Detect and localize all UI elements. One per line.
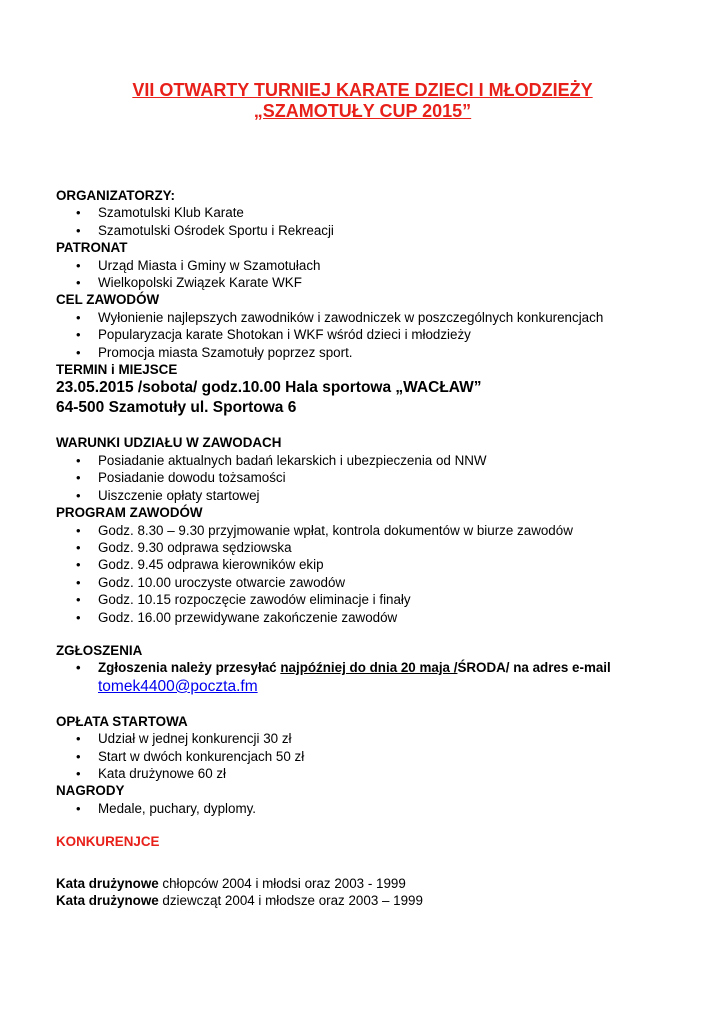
title-line-2: „SZAMOTUŁY CUP 2015” (253, 101, 472, 121)
fee-heading: OPŁATA STARTOWA (56, 713, 188, 729)
competition-type: Kata drużynowe (56, 893, 159, 908)
registration-text-a: Zgłoszenia należy przesyłać (98, 660, 281, 676)
list-item: • Posiadanie aktualnych badań lekarskich i ubezpieczenia od NNW (56, 452, 696, 469)
list-item: • Szamotulski Ośrodek Sportu i Rekreacji (56, 222, 696, 239)
organizers-heading: ORGANIZATORZY: (56, 188, 176, 203)
list-item: • Godz. 9.45 odprawa kierowników ekip (56, 556, 696, 573)
goal-list (56, 309, 696, 361)
list-item: • Godz. 10.00 uroczyste otwarcie zawodów (56, 574, 696, 591)
list-item: • Popularyzacja karate Shotokan i WKF wśród dzieci i młodzieży (56, 326, 696, 343)
list-item: • Wielkopolski Związek Karate WKF (56, 274, 696, 291)
registration-heading: ZGŁOSZENIA (56, 642, 143, 658)
list-item: • Godz. 16.00 przewidywane zakończenie zawodów (56, 609, 696, 626)
registration-deadline: najpóźniej do dnia 20 maja / (280, 660, 458, 676)
list-item: • Start w dwóch konkurencjach 50 zł (56, 748, 696, 765)
list-item: • Godz. 8.30 – 9.30 przyjmowanie wpłat, kontrola dokumentów w biurze zawodów (56, 522, 696, 539)
competitions-heading: KONKURENJCE (56, 834, 160, 850)
competition-row (56, 875, 696, 892)
conditions-heading: WARUNKI UDZIAŁU W ZAWODACH (56, 435, 282, 451)
competition-desc: dziewcząt 2004 i młodsze oraz 2003 – 1999 (158, 893, 423, 908)
list-item: • Uiszczenie opłaty startowej (56, 487, 696, 504)
registration-text-c: ŚRODA/ na adres e-mail (457, 660, 611, 676)
competition-type: Kata drużynowe (56, 875, 159, 891)
prizes-heading: NAGRODY (56, 783, 125, 799)
list-item: • Udział w jednej konkurencji 30 zł (56, 730, 696, 747)
email-link[interactable]: tomek4400@poczta.fm (98, 677, 258, 695)
venue-heading: TERMIN i MIEJSCE (56, 362, 178, 378)
list-item: • Godz. 10.15 rozpoczęcie zawodów eliminacje i finały (56, 591, 696, 608)
registration-list (56, 659, 696, 676)
program-list (56, 522, 696, 626)
list-item: • Szamotulski Klub Karate (56, 204, 696, 221)
list-item: • Urząd Miasta i Gminy w Szamotułach (56, 257, 696, 274)
list-item: • Wyłonienie najlepszych zawodników i zawodniczek w poszczególnych konkurencjach (56, 309, 696, 326)
conditions-list (56, 452, 696, 504)
list-item: • Medale, puchary, dyplomy. (56, 800, 696, 817)
patronage-heading: PATRONAT (56, 240, 128, 256)
competition-row (56, 892, 696, 909)
registration-item (56, 659, 696, 676)
competition-desc: chłopców 2004 i młodsi oraz 2003 - 1999 (158, 875, 406, 891)
list-item: • Posiadanie dowodu tożsamości (56, 469, 696, 486)
goal-heading: CEL ZAWODÓW (56, 292, 160, 308)
list-item: • Kata drużynowe 60 zł (56, 765, 696, 782)
title-line-1: VII OTWARTY TURNIEJ KARATE DZIECI I MŁODZIEŻY (132, 80, 593, 100)
list-item: • Godz. 9.30 odprawa sędziowska (56, 539, 696, 556)
prizes-list (56, 800, 696, 817)
venue-address-line: 64-500 Szamotuły ul. Sportowa 6 (56, 399, 297, 417)
fee-list (56, 730, 696, 782)
document-body (56, 187, 696, 909)
list-item: • Promocja miasta Szamotuły poprzez sport. (56, 344, 696, 361)
patronage-list (56, 257, 696, 292)
program-heading: PROGRAM ZAWODÓW (56, 505, 203, 521)
venue-date-line: 23.05.2015 /sobota/ godz.10.00 Hala sportowa „WACŁAW” (56, 379, 482, 397)
organizers-list (56, 204, 696, 239)
